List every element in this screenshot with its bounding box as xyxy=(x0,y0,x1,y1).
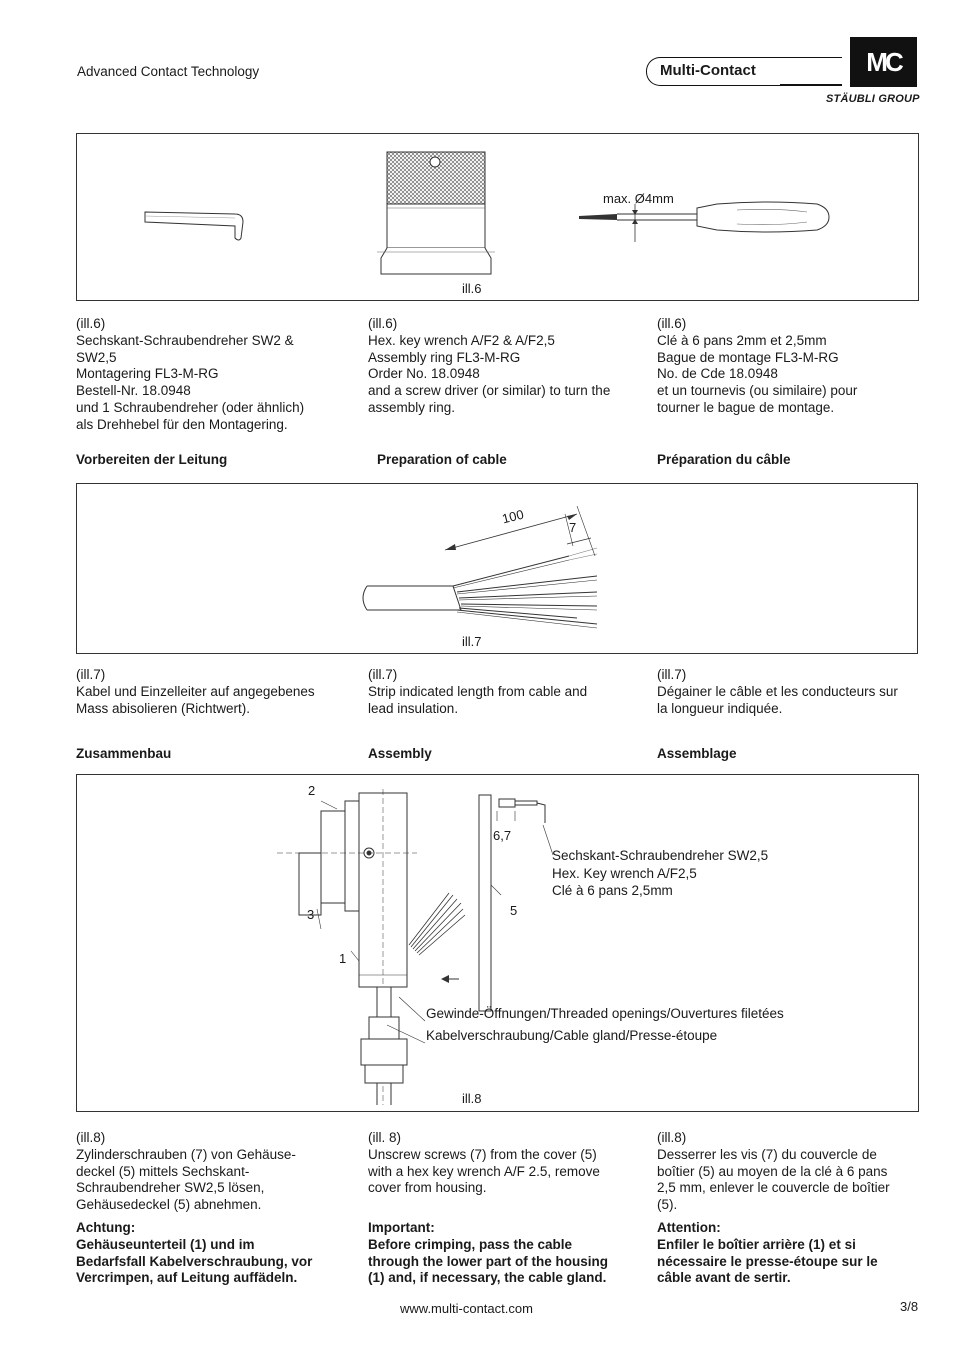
screwdriver-dimension: max. Ø4mm xyxy=(603,191,674,206)
header-tagline: Advanced Contact Technology xyxy=(77,64,260,79)
brand-underline xyxy=(780,84,842,86)
mc-logo: MC xyxy=(850,37,917,87)
ill7-text-en: (ill.7) Strip indicated length from cable and lead insulation. xyxy=(368,667,588,716)
brand-name: Multi-Contact xyxy=(660,62,756,79)
ill8-drawing xyxy=(77,775,920,1113)
screwdriver-icon xyxy=(579,202,829,242)
ill7-text-de: (ill.7) Kabel und Einzelleiter auf angegebenes Mass abisolieren (Richtwert). xyxy=(76,667,315,716)
ill8-text-de: (ill.8) Zylinderschrauben (7) von Gehäuse- deckel (5) mittels Sechskant- Schraubendreher SW2,5 lösen, Gehäusedeckel (5) abnehmen. xyxy=(76,1130,296,1213)
note-de: Achtung: Gehäuseunterteil (1) und im Bedarfsfall Kabelverschraubung, vor Vercrimpen, auf Leitung auffädeln. xyxy=(76,1220,313,1286)
ill8-frame xyxy=(76,774,919,1112)
part-number-5: 5 xyxy=(510,903,518,918)
dimension-100: 100 xyxy=(500,506,526,527)
heading-assembly-fr: Assemblage xyxy=(657,746,737,761)
threaded-openings-label: Gewinde-Öffnungen/Threaded openings/Ouvertures filetées xyxy=(426,1006,784,1021)
group-name: STÄUBLI GROUP xyxy=(826,93,920,105)
note-fr: Attention: Enfiler le boîtier arrière (1) et si nécessaire le presse-étoupe sur le câble avant de sertir. xyxy=(657,1220,878,1286)
heading-prep-en: Preparation of cable xyxy=(377,452,507,467)
footer-url[interactable]: www.multi-contact.com xyxy=(400,1301,533,1316)
wire-bundle-icon xyxy=(409,893,465,955)
ill6-drawing xyxy=(77,134,920,302)
heading-assembly-en: Assembly xyxy=(368,746,432,761)
part-number-2: 2 xyxy=(308,783,316,798)
part-number-1: 1 xyxy=(339,951,347,966)
key-label-en: Hex. Key wrench A/F2,5 xyxy=(552,866,697,881)
ill8-text-en: (ill. 8) Unscrew screws (7) from the cover (5) with a hex key wrench A/F 2.5, remove cover from housing. xyxy=(368,1130,600,1196)
note-en: Important: Before crimping, pass the cable through the lower part of the housing (1) and, if necessary, the cable gland. xyxy=(368,1220,608,1286)
cable-icon xyxy=(363,548,597,628)
hex-key-icon xyxy=(145,212,243,240)
ill6-text-de: (ill.6) Sechskant-Schraubendreher SW2 & SW2,5 Montagering FL3-M-RG Bestell-Nr. 18.0948 und 1 Schraubendreher (oder ähnlich) als Drehhebel für den Montagering. xyxy=(76,316,305,432)
ill6-frame xyxy=(76,133,919,301)
key-label-fr: Clé à 6 pans 2,5mm xyxy=(552,883,673,898)
screw-7-icon xyxy=(499,799,545,823)
ill7-label: ill.7 xyxy=(462,634,482,649)
ill6-text-fr: (ill.6) Clé à 6 pans 2mm et 2,5mm Bague de montage FL3-M-RG No. de Cde 18.0948 et un tournevis (ou similaire) pour tourner le bague de montage. xyxy=(657,316,858,415)
assembly-ring-icon xyxy=(377,152,495,274)
ill6-label: ill.6 xyxy=(462,281,482,296)
ill8-label: ill.8 xyxy=(462,1091,482,1106)
heading-prep-fr: Préparation du câble xyxy=(657,452,791,467)
ill7-frame xyxy=(76,483,918,654)
heading-prep-de: Vorbereiten der Leitung xyxy=(76,452,228,467)
cable-gland-icon xyxy=(361,987,407,1105)
dimension-6-7: 6,7 xyxy=(493,828,512,843)
cover-plate-icon xyxy=(479,795,491,1011)
ill8-text-fr: (ill.8) Desserrer les vis (7) du couvercle de boîtier (5) au moyen de la clé à 6 pans 2,5 mm, enlever le couvercle de boîtier (5). xyxy=(657,1130,890,1213)
dimension-7: 7 xyxy=(569,520,577,535)
cable-gland-label: Kabelverschraubung/Cable gland/Presse-étoupe xyxy=(426,1028,718,1043)
heading-assembly-de: Zusammenbau xyxy=(76,746,172,761)
ill6-text-en: (ill.6) Hex. key wrench A/F2 & A/F2,5 Assembly ring FL3-M-RG Order No. 18.0948 and a screw driver (or similar) to turn the assembly ring. xyxy=(368,316,611,415)
ill7-drawing xyxy=(77,484,919,655)
ill7-text-fr: (ill.7) Dégainer le câble et les conducteurs sur la longueur indiquée. xyxy=(657,667,898,716)
housing-icon xyxy=(299,793,407,987)
page-number: 3/8 xyxy=(900,1299,919,1314)
key-label-de: Sechskant-Schraubendreher SW2,5 xyxy=(552,848,769,863)
part-number-3: 3 xyxy=(307,907,315,922)
